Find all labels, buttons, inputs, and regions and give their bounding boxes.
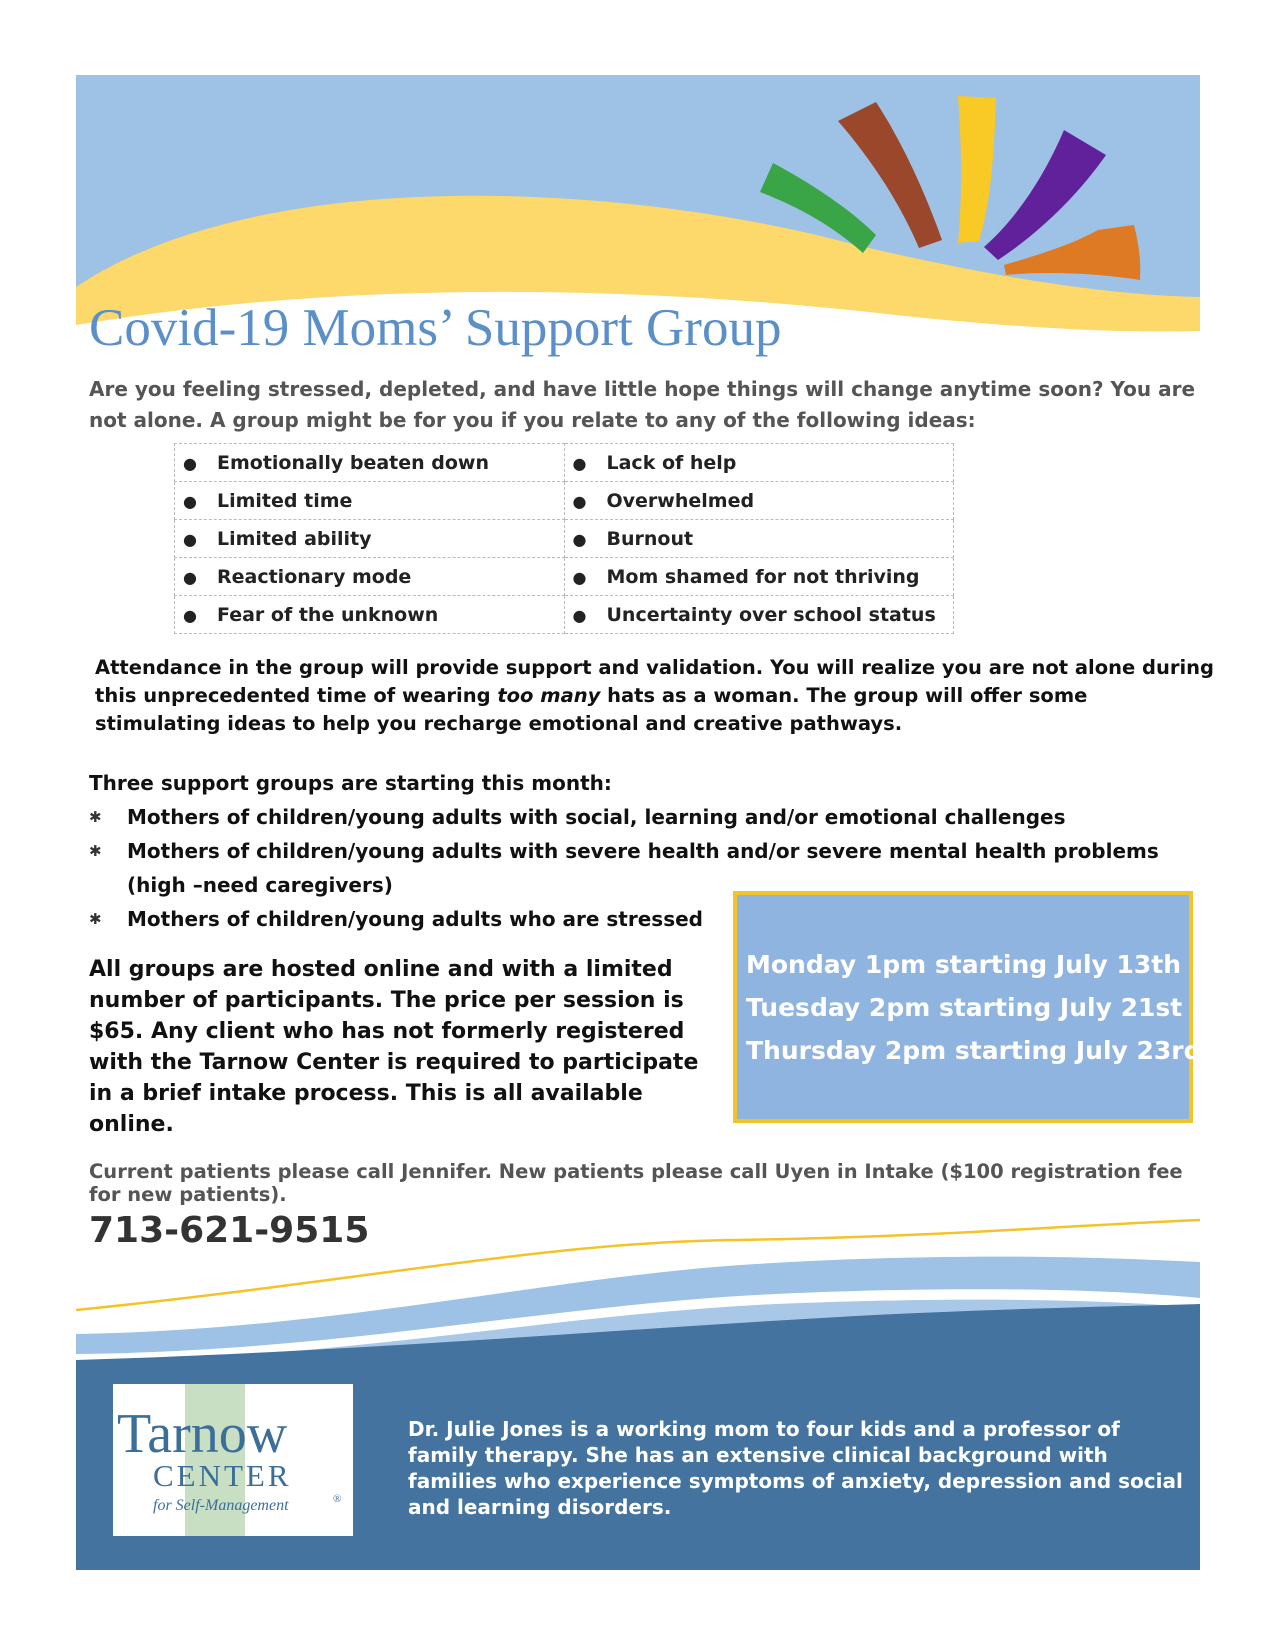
header-banner bbox=[76, 75, 1200, 335]
hosted-paragraph: All groups are hosted online and with a limited number of participants. The price per session is $65. Any client who has not formerly registered with the Tarnow Center is required to participate in a brief intake process. This is all available online. bbox=[89, 957, 699, 1137]
idea-cell bbox=[175, 596, 565, 634]
schedule-thursday: Thursday 2pm starting July 23rd bbox=[746, 1036, 1202, 1065]
schedule-tuesday: Tuesday 2pm starting July 21st bbox=[746, 993, 1183, 1022]
idea-text: Limited ability bbox=[217, 527, 372, 550]
idea-text: Emotionally beaten down bbox=[217, 451, 490, 474]
idea-cell bbox=[175, 558, 565, 596]
idea-cell bbox=[564, 444, 954, 482]
ideas-row bbox=[175, 482, 954, 520]
group-item-text: Mothers of children/young adults with severe health and/or severe mental health problems (high –need caregivers) bbox=[127, 839, 1159, 897]
idea-cell bbox=[175, 482, 565, 520]
logo-tagline: for Self-Management bbox=[153, 1497, 289, 1514]
page-title: Covid-19 Moms’ Support Group bbox=[89, 299, 782, 357]
idea-text: Limited time bbox=[217, 489, 353, 512]
bullet-icon: ● bbox=[183, 605, 197, 625]
bullet-icon: ● bbox=[572, 453, 587, 473]
attendance-text-end: hats as a woman. The group will offer some stimulating ideas to help you recharge emotional and creative pathways. bbox=[95, 684, 1088, 735]
bullet-icon: ● bbox=[572, 605, 587, 625]
bullet-icon: ● bbox=[183, 529, 197, 549]
contact-paragraph: Current patients please call Jennifer. New patients please call Uyen in Intake ($100 registration fee for new patients). bbox=[89, 1160, 1183, 1206]
attendance-paragraph bbox=[95, 654, 1215, 738]
idea-cell bbox=[564, 558, 954, 596]
group-item bbox=[89, 800, 1199, 834]
schedule-box bbox=[733, 891, 1202, 1123]
ideas-row bbox=[175, 444, 954, 482]
asterisk-bullet-icon: ✱ bbox=[89, 910, 102, 928]
attendance-emphasis: too many bbox=[497, 684, 601, 707]
ideas-row bbox=[175, 520, 954, 558]
tarnow-logo-art bbox=[113, 1384, 353, 1536]
bullet-icon: ● bbox=[183, 491, 197, 511]
idea-cell bbox=[564, 482, 954, 520]
logo-word-tarnow: Tarnow bbox=[117, 1403, 288, 1465]
bullet-icon: ● bbox=[572, 567, 587, 587]
idea-cell bbox=[175, 444, 565, 482]
idea-text: Reactionary mode bbox=[217, 565, 412, 588]
schedule-monday: Monday 1pm starting July 13th bbox=[746, 950, 1182, 979]
group-item-text: Mothers of children/young adults with social, learning and/or emotional challenges bbox=[127, 805, 1066, 829]
asterisk-bullet-icon: ✱ bbox=[89, 842, 102, 860]
bullet-icon: ● bbox=[572, 529, 587, 549]
phone-number: 713-621-9515 bbox=[89, 1210, 370, 1251]
asterisk-bullet-icon: ✱ bbox=[89, 808, 102, 826]
author-bio: Dr. Julie Jones is a working mom to four kids and a professor of family therapy. She has an extensive clinical background with families who experience symptoms of anxiety, depression and social and learning disorders. bbox=[408, 1417, 1183, 1519]
ideas-row bbox=[175, 558, 954, 596]
idea-text: Mom shamed for not thriving bbox=[606, 565, 920, 588]
idea-text: Burnout bbox=[606, 527, 694, 550]
groups-heading: Three support groups are starting this month: bbox=[89, 771, 612, 795]
ideas-table bbox=[174, 443, 954, 634]
idea-cell bbox=[564, 596, 954, 634]
idea-text: Uncertainty over school status bbox=[606, 603, 936, 626]
attendance-text: Attendance in the group will provide support and validation. You will realize you are not alone during this unprecedented time of wearing bbox=[95, 656, 1215, 707]
bullet-icon: ● bbox=[183, 453, 197, 473]
idea-text: Fear of the unknown bbox=[217, 603, 439, 626]
logo-registered-mark: ® bbox=[333, 1493, 342, 1505]
idea-text: Overwhelmed bbox=[606, 489, 755, 512]
bullet-icon: ● bbox=[183, 567, 197, 587]
intro-paragraph: Are you feeling stressed, depleted, and have little hope things will change anytime soon? You are not alone. A group might be for you if you relate to any of the following ideas: bbox=[89, 377, 1196, 432]
tarnow-center-logo bbox=[113, 1384, 353, 1536]
idea-cell bbox=[564, 520, 954, 558]
idea-text: Lack of help bbox=[606, 451, 737, 474]
bullet-icon: ● bbox=[572, 491, 587, 511]
ideas-row bbox=[175, 596, 954, 634]
idea-cell bbox=[175, 520, 565, 558]
group-item-text: Mothers of children/young adults who are stressed bbox=[127, 907, 703, 931]
logo-word-center: CENTER bbox=[153, 1458, 292, 1493]
